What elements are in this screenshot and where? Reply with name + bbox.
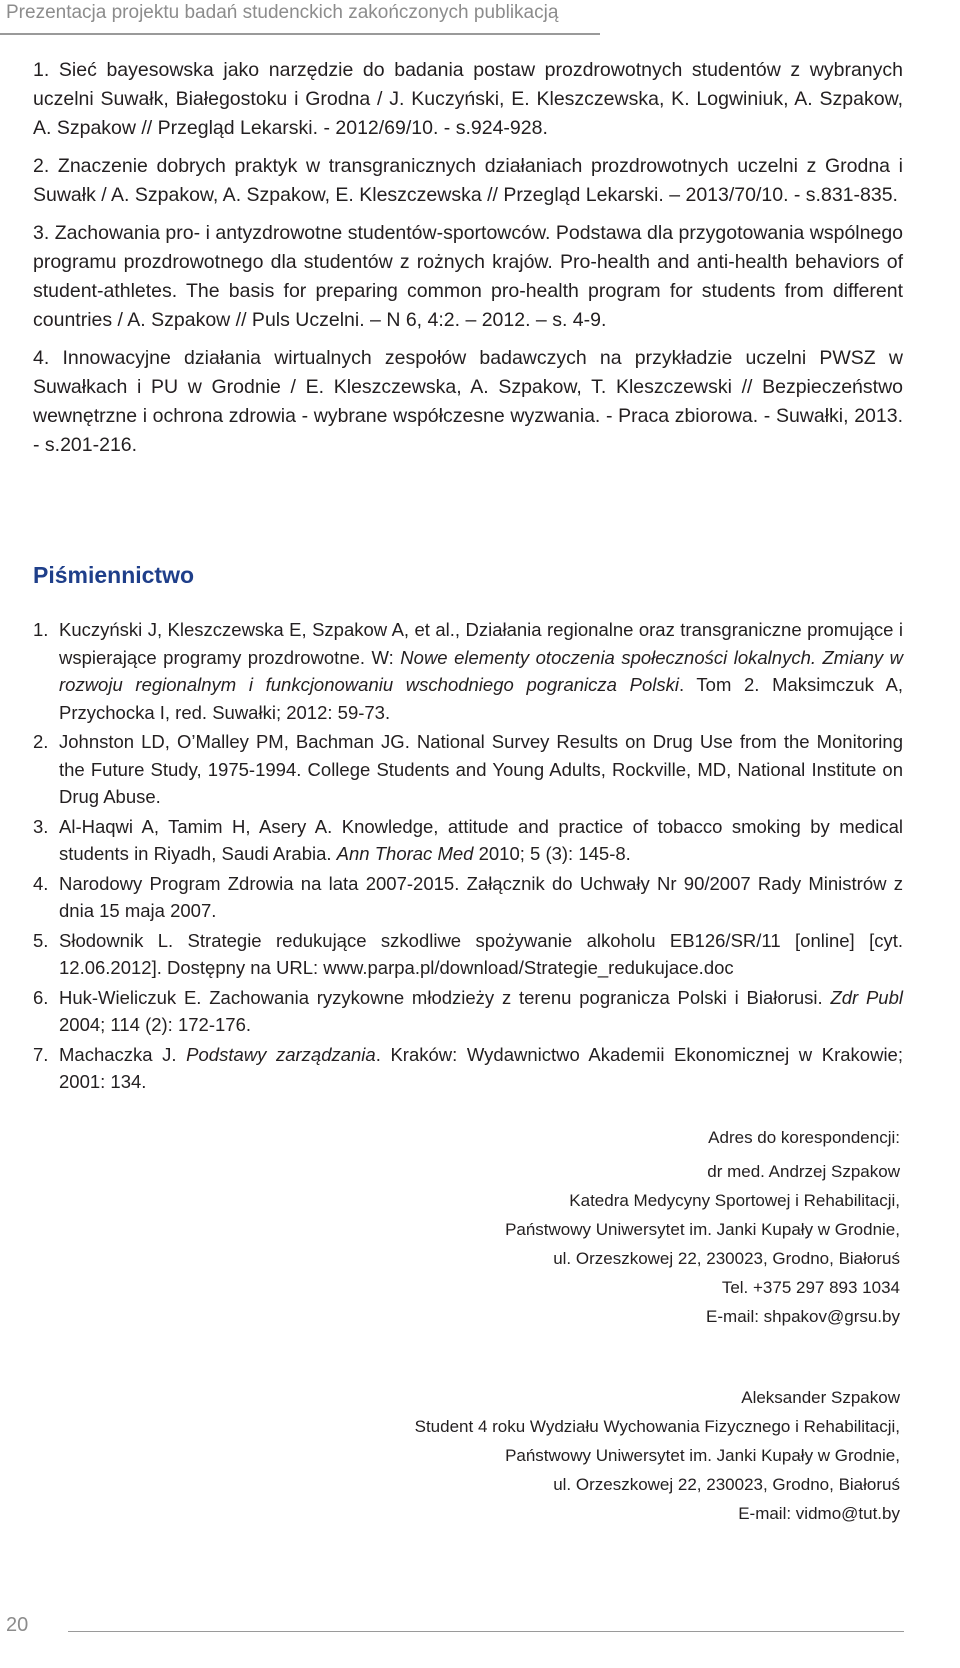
address-line: ul. Orzeszkowej 22, 230023, Grodno, Białoruś [553, 1249, 900, 1268]
reference-italic-text: Ann Thorac Med [336, 843, 474, 864]
reference-item [33, 870, 903, 925]
publication-item [33, 219, 903, 335]
publication-number: 1. [33, 59, 50, 81]
address-line: Katedra Medycyny Sportowej i Rehabilitacji, [569, 1191, 900, 1210]
address-line: Państwowy Uniwersytet im. Janki Kupały w Grodnie, [505, 1446, 900, 1465]
author-name: dr med. Andrzej Szpakow [707, 1162, 900, 1181]
reference-text: . Kraków: Wydawnictwo Akademii Ekonomicznej w Krakowie; 2001: 134. [59, 1043, 903, 1092]
reference-item [33, 984, 903, 1039]
phone-line: Tel. +375 297 893 1034 [721, 1278, 900, 1297]
publication-number: 3. [33, 222, 50, 244]
reference-text: 2004; 114 (2): 172-176. [59, 1014, 251, 1035]
address-line: Student 4 roku Wydziału Wychowania Fizycznego i Rehabilitacji, [414, 1417, 900, 1436]
address-line: Państwowy Uniwersytet im. Janki Kupały w Grodnie, [505, 1220, 900, 1239]
reference-number: 6. [33, 986, 49, 1008]
page-number: 20 [6, 1614, 29, 1636]
header-rule [0, 33, 600, 35]
publication-number: 4. [33, 347, 50, 369]
address-line: ul. Orzeszkowej 22, 230023, Grodno, Białoruś [553, 1475, 900, 1494]
reference-text: . Tom 2. Maksimczuk A, Przychocka I, red. Suwałki; 2012: 59-73. [59, 674, 903, 723]
reference-item [33, 728, 903, 811]
correspondence-block-2 [300, 1383, 900, 1528]
publication-text: Innowacyjne działania wirtualnych zespołów badawczych na przykładzie uczelni PWSZ w Suwałkach i PU w Grodnie / E. Kleszczewska, A. Szpakow, T. Kleszczewski // Bezpieczeństwo wewnętrzne i ochrona zdrowia - wybrane współczesne wyzwania. - Praca zbiorowa. - Suwałki, 2013. - s.201-216. [33, 347, 903, 456]
references-heading: Piśmiennictwo [33, 562, 195, 588]
publication-item [33, 56, 903, 143]
reference-text: Machaczka J. [59, 1043, 187, 1065]
reference-item [33, 927, 903, 982]
reference-text: Kuczyński J, Kleszczewska E, Szpakow A, et al., Działania regionalne oraz transgraniczne promujące i wspierające programy prozdrowotne. W: [59, 619, 903, 668]
reference-item [33, 616, 903, 726]
author-name: Aleksander Szpakow [741, 1388, 900, 1407]
reference-item [33, 813, 903, 868]
correspondence-block-1 [300, 1123, 900, 1331]
reference-number: 1. [33, 619, 49, 640]
references-list [33, 616, 903, 1098]
reference-text: Al-Haqwi A, Tamim H, Asery A. Knowledge, attitude and practice of tobacco smoking by medical students in Riyadh, Saudi Arabia. [59, 815, 903, 864]
reference-text: Narodowy Program Zdrowia na lata 2007-2015. Załącznik do Uchwały Nr 90/2007 Rady Ministrów z dnia 15 maja 2007. [59, 872, 903, 921]
reference-italic-text: Podstawy zarządzania [186, 1043, 376, 1065]
reference-number: 3. [33, 815, 49, 837]
running-header [0, 0, 960, 34]
header-title: Prezentacja projektu badań studenckich zakończonych publikacją [6, 2, 559, 23]
reference-text: 2010; 5 (3): 145-8. [473, 843, 631, 864]
reference-number: 5. [33, 929, 49, 951]
reference-item [33, 1041, 903, 1096]
publications-list [33, 56, 903, 469]
reference-text: Słodownik L. Strategie redukujące szkodliwe spożywanie alkoholu EB126/SR/11 [online] [cyt. 12.06.2012]. Dostępny na URL: www.parpa.pl/download/Strategie_redukujace.doc [59, 929, 903, 978]
reference-text: Huk-Wieliczuk E. Zachowania ryzykowne młodzieży z terenu pogranicza Polski i Białorusi. [59, 986, 831, 1008]
publication-text: Sieć bayesowska jako narzędzie do badania postaw prozdrowotnych studentów z wybranych uczelni Suwałk, Białegostoku i Grodna / J. Kuczyński, E. Kleszczewska, K. Logwiniuk, A. Szpakow, A. Szpakow // Przegląd Lekarski. - 2012/69/10. - s.924-928. [33, 59, 903, 139]
publication-item [33, 344, 903, 460]
email-line: E-mail: shpakov@grsu.by [706, 1307, 900, 1326]
reference-number: 2. [33, 731, 49, 752]
reference-text: Johnston LD, O’Malley PM, Bachman JG. National Survey Results on Drug Use from the Monitoring the Future Study, 1975-1994. College Students and Young Adults, Rockville, MD, National Institute on Drug Abuse. [59, 731, 903, 807]
footer-rule [68, 1631, 904, 1632]
publication-text: Zachowania pro- i antyzdrowotne studentów-sportowców. Podstawa dla przygotowania wspólnego programu prozdrowotnego dla studentów z rożnych krajów. Pro-health and anti-health behaviors of student-athletes. The basis for preparing common pro-health program for students from different countries / A. Szpakow // Puls Uczelni. – N 6, 4:2. – 2012. – s. 4-9. [33, 222, 904, 331]
email-line: E-mail: vidmo@tut.by [738, 1504, 900, 1523]
publication-number: 2. [33, 155, 50, 177]
publication-item [33, 152, 903, 210]
reference-italic-text: Zdr Publ [830, 986, 903, 1008]
reference-number: 4. [33, 872, 49, 894]
correspondence-heading: Adres do korespondencji: [708, 1128, 900, 1147]
reference-italic-text: Nowe elementy otoczenia społeczności lokalnych. Zmiany w rozwoju regionalnym i funkcjonowaniu wschodniego pogranicza Polski [59, 646, 903, 695]
publication-text: Znaczenie dobrych praktyk w transgranicznych działaniach prozdrowotnych uczelni z Grodna i Suwałk / A. Szpakow, A. Szpakow, E. Kleszczewska // Przegląd Lekarski. – 2013/70/10. - s.831-835. [33, 155, 903, 206]
reference-number: 7. [33, 1043, 49, 1065]
